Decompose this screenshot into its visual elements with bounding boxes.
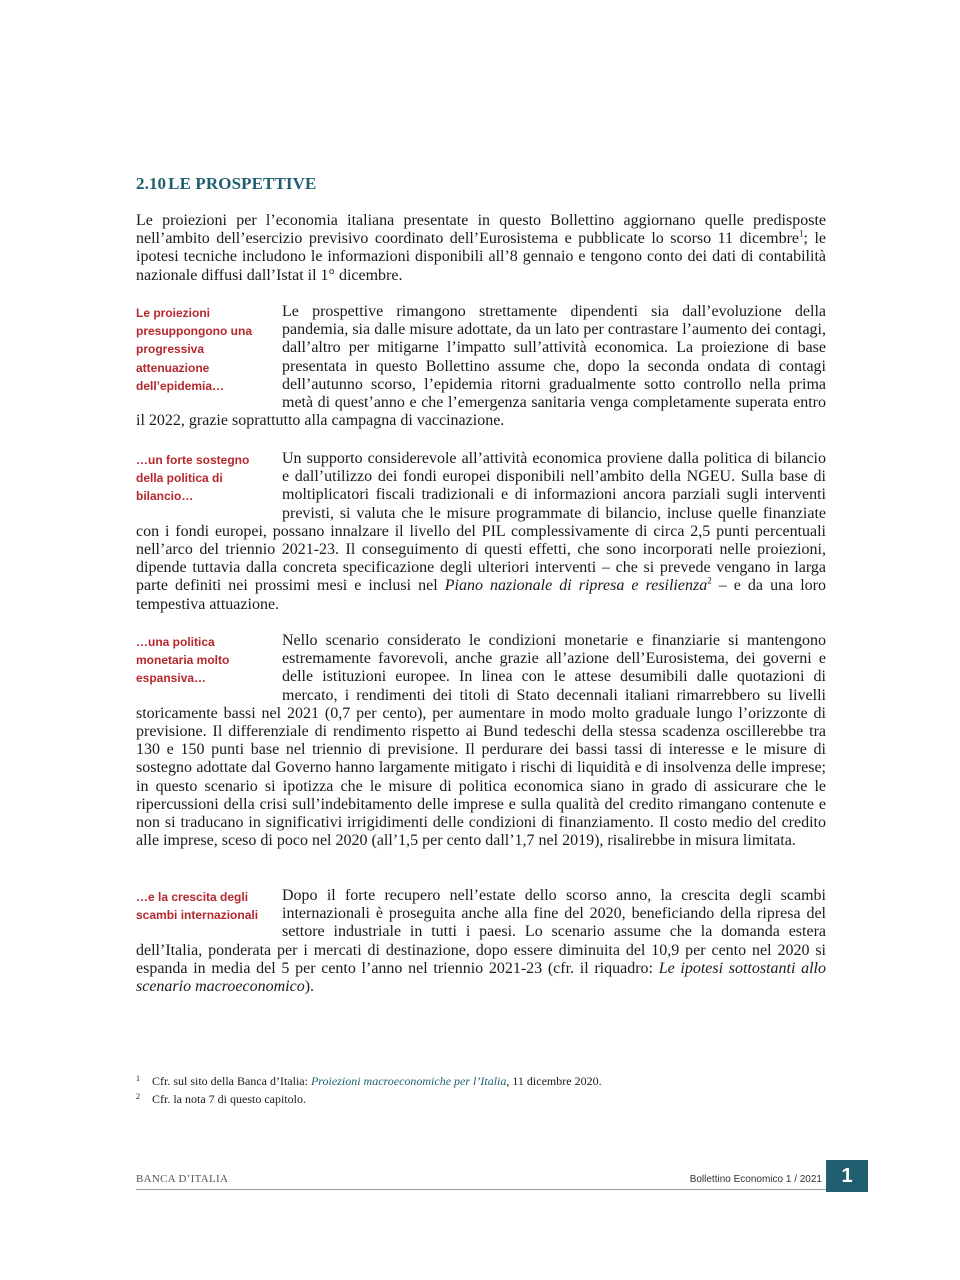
box-reference-title[interactable]: Le ipotesi sottostanti allo scenario macroeconomico [136,959,827,996]
intro-text-part1: Le proiezioni per l’economia italiana presentate in questo Bollettino aggiornano quelle predisposte nell’ambito dell’esercizio previsivo coordinato dell’Eurosistema e pubblicate lo scorso 11 dicembre [136,212,826,248]
footnote-1-number: 1 [136,1074,140,1083]
sidenote-4: …e la crescita degli scambi internazionali [136,890,259,923]
section-title: LE PROSPETTIVE [168,174,317,193]
sidenote-1: Le proiezioni presuppongono una progressiva attenuazione dell’epidemia… [136,306,252,393]
pnrr-title: Piano nazionale di ripresa e resilienza [444,577,708,595]
page-number: 1 [826,1160,868,1192]
paragraph-block-2 [136,450,826,614]
intro-paragraph [136,212,826,285]
paragraph-block-4 [136,887,826,996]
paragraph-4-text-part2: ). [304,978,315,996]
intro-text-part2: ; le ipotesi tecniche includono le informazioni disponibili all’8 gennaio e tengono conto dei dati di contabilità nazionale diffusi dall’Istat il 1° dicembre. [136,230,826,284]
section-heading [136,174,316,194]
paragraph-block-1 [136,303,826,430]
paragraph-3-text: Nello scenario considerato le condizioni monetarie e finanziarie si mantengono estremamente favorevoli, anche grazie all’azione dell’Eurosistema, dei governi e delle istituzioni europee. In linea con le attese desumibili dalle quotazioni di mercato, i rendimenti dei titoli di Stato decennali italiani rimarrebbero su livelli storicamente bassi nel 2021 (0,7 per cento), per aumentare in modo molto graduale lungo l’orizzonte di previsione. Il differenziale di rendimento rispetto ai Bund tedeschi della stessa scadenza oscillerebbe tra 130 e 150 punti base nel triennio di previsione. Il perdurare dei bassi tassi di interesse e le misure di sostegno adottate dal Governo hanno largamente mitigato i rischi di liquidità e di insolvenza delle imprese; in questo scenario si ipotizza che le misure di politica economica siano in grado di assicurare che le ripercussioni della crisi sull’indebitamento delle imprese e sulla qualità del credito rimangano contenute e non si traducano in significativi irrigidimenti delle condizioni di finanziamento. Il costo medio del credito alle imprese, sceso di poco nel 2020 (all’1,5 per cento dall’1,7 nel 2019), risalirebbe in misura limitata. [136,632,826,850]
footnote-ref-1[interactable]: 1 [799,228,804,239]
footnote-1-text [152,1072,602,1090]
paragraph-block-3 [136,632,826,850]
footnote-1 [136,1072,826,1090]
sidenote-2: …un forte sostegno della politica di bilancio… [136,453,250,504]
footnote-1-link[interactable]: Proiezioni macroeconomiche per l’Italia [310,1074,507,1088]
footer-publication: Bollettino Economico 1 / 2021 [689,1174,822,1185]
footnote-ref-2[interactable]: 2 [707,576,712,587]
paragraph-1-text: Le prospettive rimangono strettamente dipendenti sia dall’evoluzione della pandemia, sia dalle misure adottate, da un lato per contrastare l’aumento dei contagi, dall’altro per mitigarne l’impatto sull’attività economica. La proiezione di base presentata in questo Bollettino assume che, dopo la seconda ondata di contagi dell’autunno scorso, l’epidemia ritorni gradualmente sotto controllo nella prima metà di quest’anno e che l’emergenza sanitaria venga completamente superata entro il 2022, grazie soprattutto alla campagna di vaccinazione. [136,303,826,430]
section-number: 2.10 [136,174,167,193]
footnote-2-number: 2 [136,1092,140,1101]
footnotes [136,1072,826,1108]
paragraph-4-text-part1: Dopo il forte recupero nell’estate dello scorso anno, la crescita degli scambi internazionali è proseguita anche alla fine del 2020, beneficiando della ripresa del settore industriale in tutti i paesi. Lo scenario assume che la domanda estera dell’Italia, ponderata per i mercati di destinazione, dopo essere diminuita del 10,9 per cento nel 2020 si espanda in media del 5 per cento l’anno nel triennio 2021-23 (cfr. il riquadro: [136,887,826,977]
footer-publisher: BANCA D’ITALIA [136,1173,229,1185]
footnote-1-prefix: Cfr. sul sito della Banca d’Italia: [152,1074,311,1088]
paragraph-2-text-part2: – e da una loro tempestiva attuazione. [136,577,826,613]
sidenote-3: …una politica monetaria molto espansiva… [136,635,230,686]
paragraph-2-text-part1: Un supporto considerevole all’attività economica proviene dalla politica di bilancio e dall’utilizzo dei fondi europei disponibili nell’ambito della NGEU. Sulla base di moltiplicatori fiscali tradizionali e di informazioni ancora parziali sugli interventi previsti, si valuta che le misure programmate di bilancio, incluse quelle finanziate con i fondi europei, possano innalzare il livello del PIL complessivamente di circa 2,5 punti percentuali nell’arco del triennio 2021-23. Il conseguimento di questi effetti, che sono incorporati nelle proiezioni, dipende tuttavia dalla concreta specificazione degli ulteriori interventi – che si prevede vengano in larga parte definiti nei prossimi mesi e inclusi nel [136,450,826,595]
footnote-2-text: Cfr. la nota 7 di questo capitolo. [152,1092,306,1106]
footnote-2 [136,1090,826,1108]
footer-rule [136,1189,826,1190]
footnote-1-suffix: , 11 dicembre 2020. [506,1074,602,1088]
